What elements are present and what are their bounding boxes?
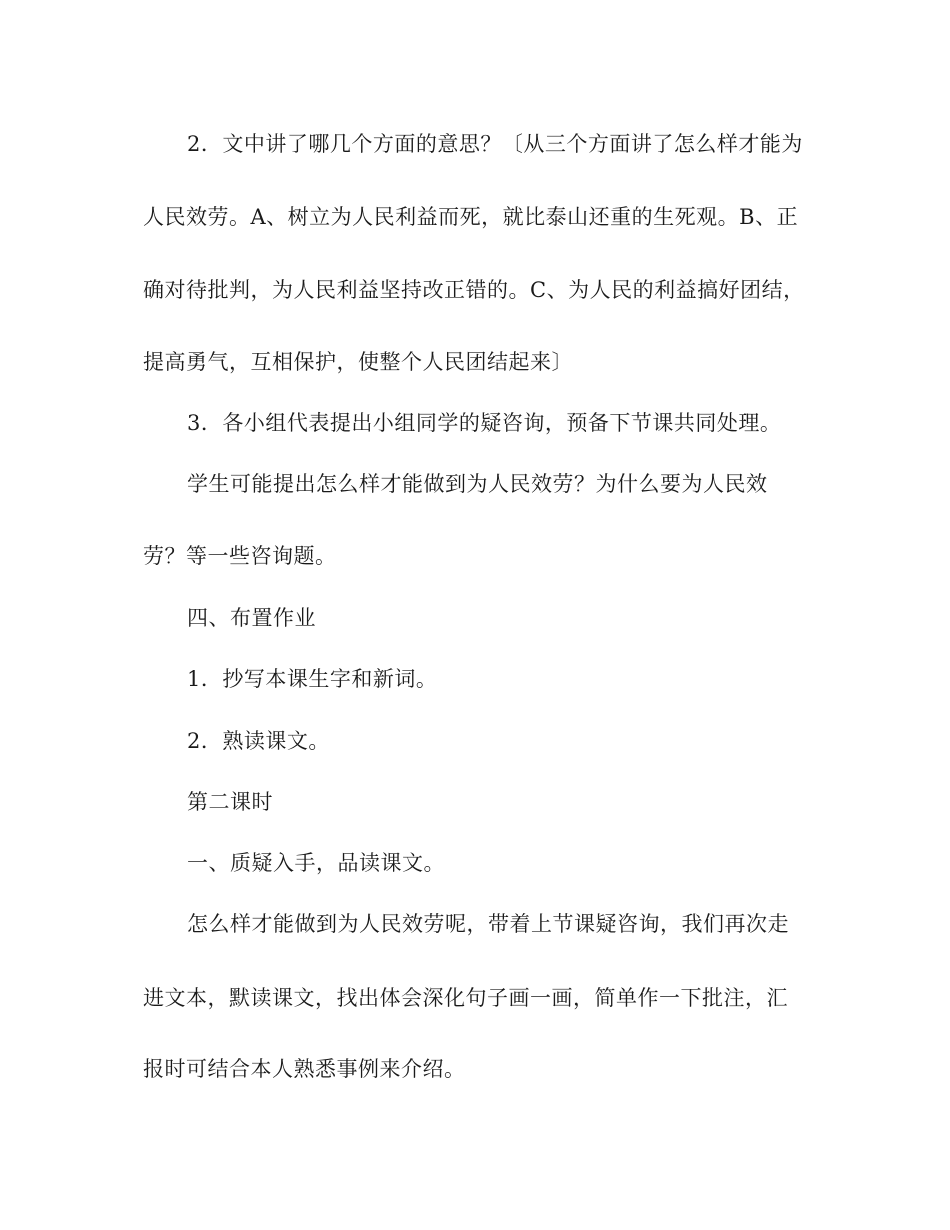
paragraph-line: 学生可能提出怎么样才能做到为人民效劳？为什么要为人民效 <box>187 472 768 496</box>
paragraph-line: 确对待批判，为人民利益坚持改正错的。C、为人民的利益搞好团结， <box>143 278 805 302</box>
list-item: 2．熟读课文。 <box>187 729 330 753</box>
paragraph-line: 人民效劳。A、树立为人民利益而死，就比泰山还重的生死观。B、正 <box>143 205 799 229</box>
paragraph-line: 3．各小组代表提出小组同学的疑咨询，预备下节课共同处理。 <box>187 411 782 435</box>
section-heading: 四、布置作业 <box>187 606 316 630</box>
paragraph-line: 怎么样才能做到为人民效劳呢，带着上节课疑咨询，我们再次走 <box>187 912 789 936</box>
list-item: 1．抄写本课生字和新词。 <box>187 667 438 691</box>
paragraph-line: 劳？等一些咨询题。 <box>143 544 337 568</box>
paragraph-line: 进文本，默读课文，找出体会深化句子画一画，简单作一下批注，汇 <box>143 986 788 1010</box>
section-heading: 一、质疑入手，品读课文。 <box>187 851 445 875</box>
section-heading: 第二课时 <box>187 790 273 814</box>
paragraph-line: 提高勇气，互相保护，使整个人民团结起来〕 <box>143 350 573 374</box>
paragraph-line: 报时可结合本人熟悉事例来介绍。 <box>143 1057 466 1081</box>
paragraph-line: 2．文中讲了哪几个方面的意思？〔从三个方面讲了怎么样才能为 <box>187 132 803 156</box>
